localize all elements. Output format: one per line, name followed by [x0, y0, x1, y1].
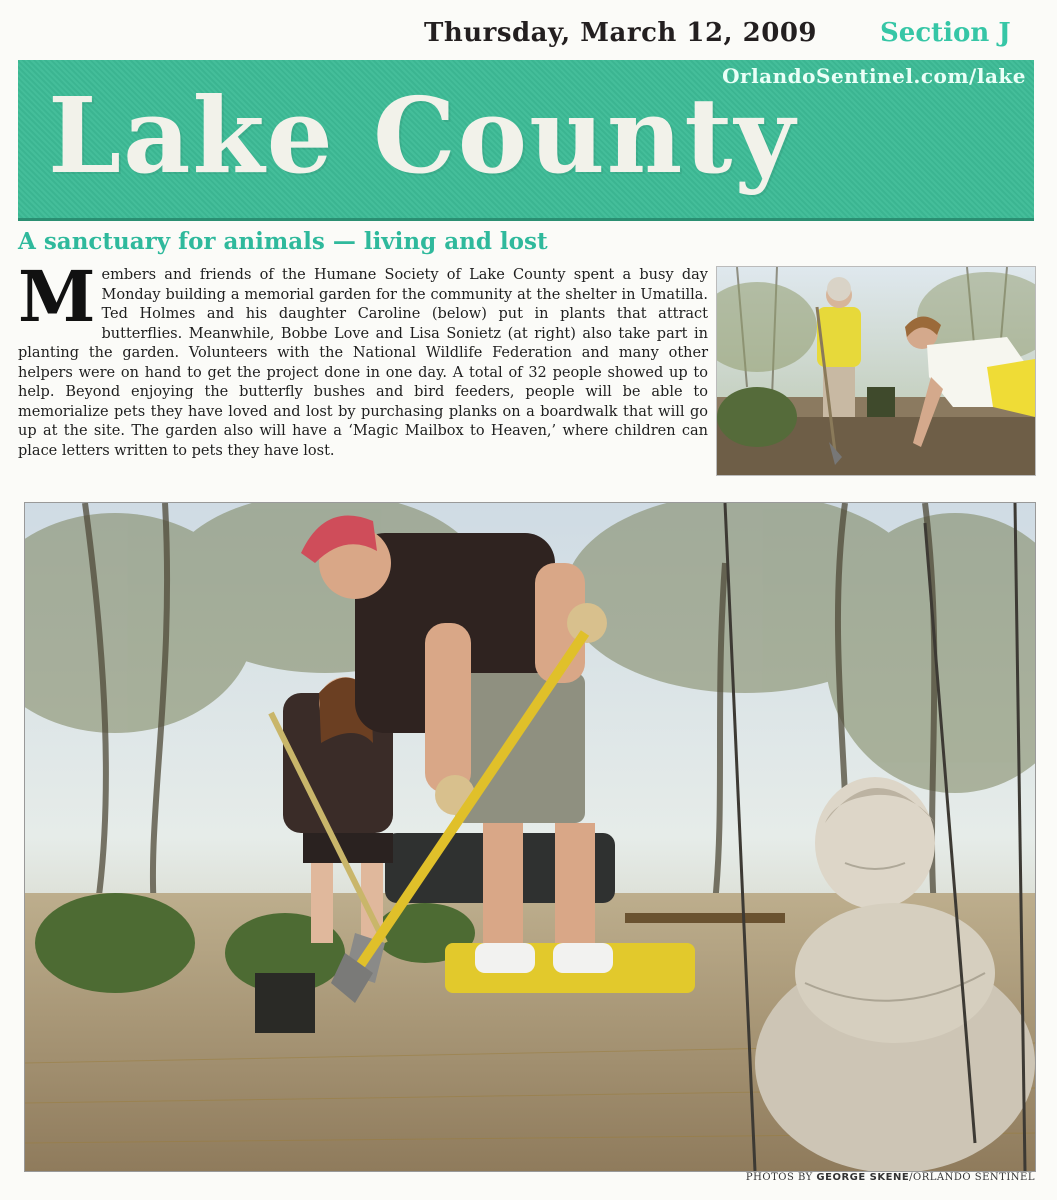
section-label: Section J — [880, 18, 1011, 48]
drop-cap: M — [18, 255, 96, 338]
photo-credit — [746, 1172, 1035, 1183]
photo-planting-volunteers — [716, 266, 1036, 476]
section-title: Lake County — [48, 74, 797, 197]
issue-date: Thursday, March 12, 2009 — [424, 18, 817, 48]
section-url[interactable]: OrlandoSentinel.com/lake — [722, 64, 1026, 88]
section-banner — [18, 60, 1034, 221]
credit-prefix: PHOTOS BY — [745, 1172, 817, 1183]
credit-name: GEORGE SKENE — [816, 1172, 910, 1183]
credit-suffix: /ORLANDO SENTINEL — [909, 1172, 1035, 1183]
photo-garden-digging — [24, 502, 1036, 1172]
dateline — [0, 14, 1057, 54]
article-body — [18, 255, 708, 461]
article-headline: A sanctuary for animals — living and lost — [18, 228, 548, 255]
article-text: embers and friends of the Humane Society of Lake County spent a busy day Monday building a memorial garden for the community at the shelter in Umatilla. Ted Holmes and his daughter Caroline (below) put in plants that attract butterflies. Meanwhile, Bobbe Love and Lisa Sonietz (at right) also take part in planting the garden. Volunteers with the National Wildlife Federation and many other helpers were on hand to get the project done in one day. A total of 32 people showed up to help. Beyond enjoying the butterfly bushes and bird feeders, people will be able to memorialize pets they have loved and lost by purchasing planks on a boardwalk that will go up at the site. The garden also will have a ‘Magic Mailbox to Heaven,’ where children can place letters written to pets they have lost. — [18, 267, 708, 459]
